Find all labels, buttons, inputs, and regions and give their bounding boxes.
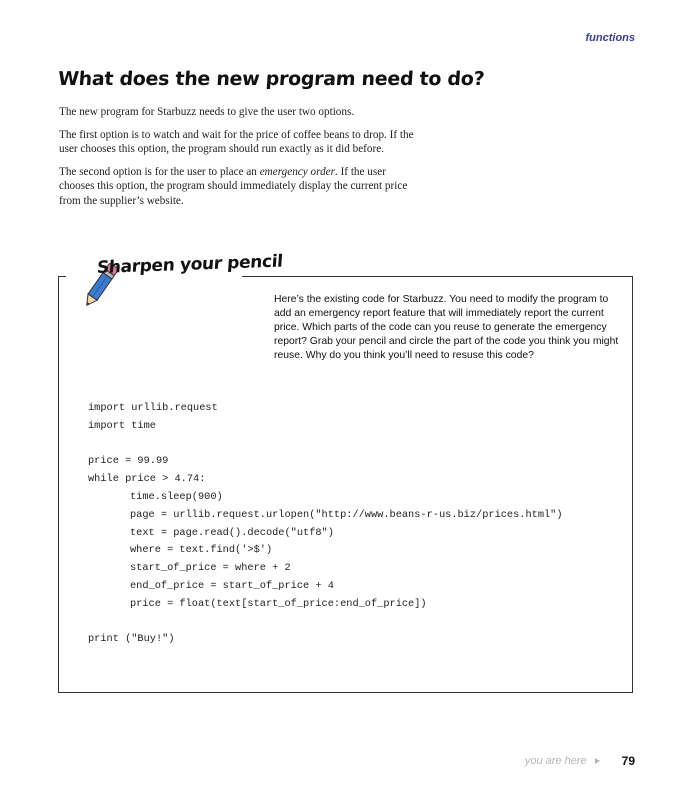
you-are-here-label: you are here — [524, 755, 587, 767]
code-line: import urllib.request — [88, 402, 218, 414]
sharpen-title: Sharpen your pencil — [96, 251, 284, 278]
intro-paragraph-3 — [59, 165, 419, 209]
code-line: price = 99.99 — [88, 455, 169, 468]
triangle-right-icon — [595, 758, 600, 764]
code-line: time.sleep(900) — [130, 490, 223, 503]
code-line: price = float(text[start_of_price:end_of_price]) — [130, 597, 427, 610]
page-number: 79 — [621, 754, 635, 768]
section-tag: functions — [585, 32, 635, 44]
code-line: page = urllib.request.urlopen("http://www.beans-r-us.biz/prices.html") — [130, 508, 563, 521]
intro-p3-end: . If the user chooses this option, the program should immediately display the current price from the supplier’s website. — [59, 165, 408, 207]
code-line: while price > 4.74: — [88, 473, 206, 486]
intro-paragraph-1: The new program for Starbuzz needs to give the user two options. — [59, 106, 355, 118]
emergency-order-emphasis: emergency order — [259, 165, 335, 178]
code-line: print ("Buy!") — [88, 633, 175, 646]
intro-paragraph-2: The first option is to watch and wait for the price of coffee beans to drop. If the user chooses this option, the program should run exactly as it did before. — [59, 128, 414, 155]
code-line: end_of_price = start_of_price + 4 — [130, 579, 334, 592]
code-line: import time — [88, 419, 156, 432]
page-title: What does the new program need to do? — [57, 68, 486, 90]
code-line: start_of_price = where + 2 — [130, 562, 291, 575]
code-block — [88, 402, 563, 651]
exercise-instructions: Here’s the existing code for Starbuzz. You need to modify the program to add an emergency report feature that will immediately report the current price. Which parts of the code can you reuse to generate the emergency report? Grab your pencil and circle the part of the code you think you might reuse. Why do you think you’ll need to resuse this code? — [274, 294, 619, 361]
intro-text — [59, 105, 419, 216]
intro-p3-start: The second option is for the user to place an — [59, 165, 260, 178]
page-footer — [525, 754, 635, 768]
code-line: where = text.find('>$') — [130, 544, 273, 557]
code-line: text = page.read().decode("utf8") — [130, 526, 334, 539]
